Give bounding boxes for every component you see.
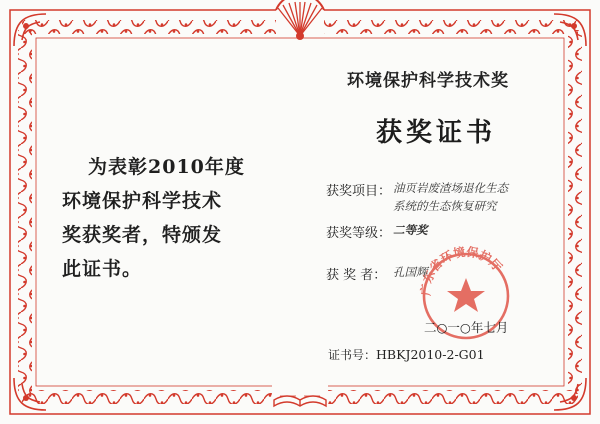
issue-date: 二○一○年七月 bbox=[424, 320, 509, 335]
commendation-line-3: 奖获奖者，特颁发 bbox=[62, 224, 223, 246]
certificate-title: 获奖证书 bbox=[376, 118, 497, 148]
bottom-book-ornament bbox=[272, 384, 328, 410]
project-value-line-2: 系统的生态恢复研究 bbox=[393, 199, 497, 213]
winner-value: 孔国辉 bbox=[393, 265, 428, 279]
certificate-number bbox=[328, 346, 485, 363]
svg-text:广东省环境保护厅: 广东省环境保护厅 bbox=[418, 244, 505, 297]
winner-label: 获 奖 者： bbox=[326, 268, 387, 283]
commendation-line-4: 此证书。 bbox=[62, 258, 143, 280]
commendation-text bbox=[62, 150, 245, 286]
cert-number-value: HBKJ2010-2-G01 bbox=[376, 347, 485, 362]
award-name: 环境保护科学技术奖 bbox=[347, 71, 509, 91]
cert-number-label: 证书号： bbox=[328, 348, 377, 362]
commendation-line-2: 环境保护科学技术 bbox=[62, 190, 223, 212]
commendation-line-1: 为表彰2010年度 bbox=[88, 156, 245, 178]
top-fan-ornament bbox=[276, 0, 324, 40]
grade-value: 二等奖 bbox=[393, 223, 428, 237]
project-value-line-1: 油页岩废渣场退化生态 bbox=[393, 181, 508, 195]
project-label: 获奖项目： bbox=[326, 184, 392, 199]
grade-label: 获奖等级： bbox=[326, 226, 392, 241]
